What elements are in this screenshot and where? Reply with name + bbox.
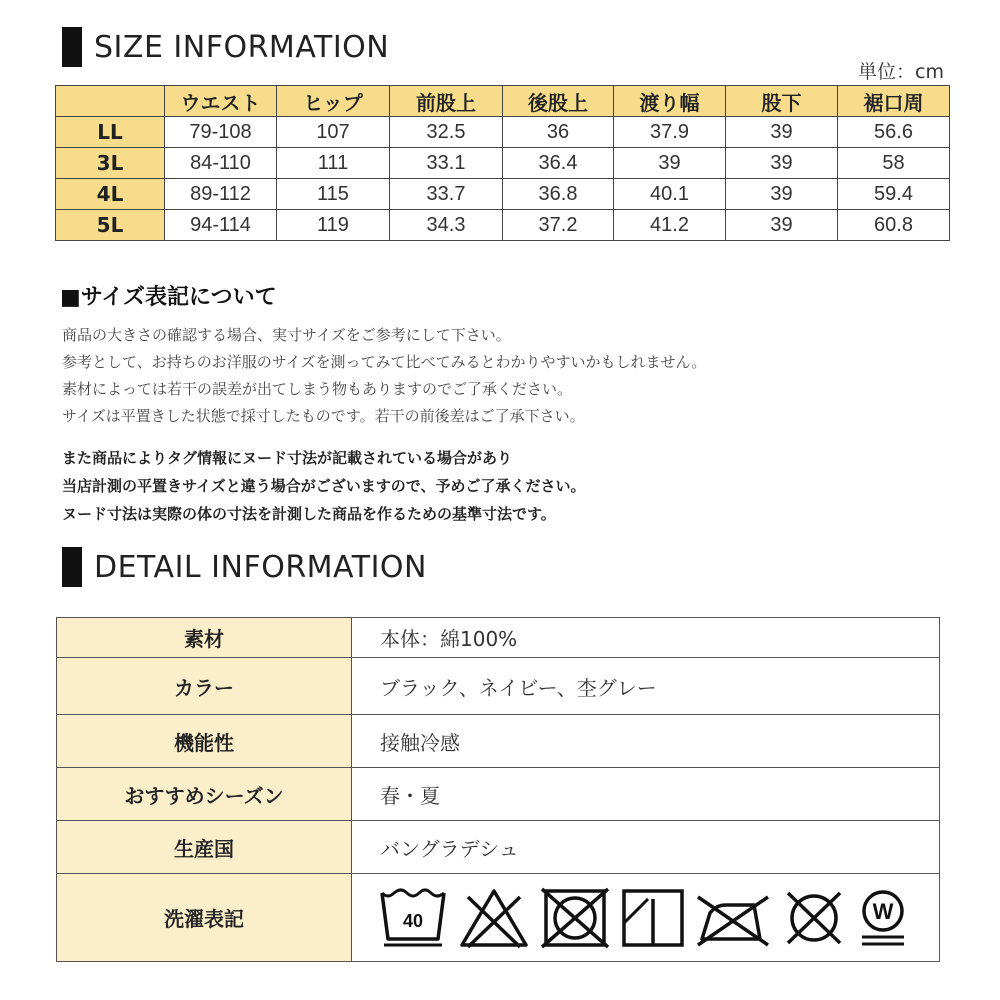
detail-label-function: 機能性 (57, 715, 352, 768)
table-cell: 36.8 (503, 179, 614, 210)
table-cell: 33.7 (390, 179, 503, 210)
wash-40-icon (378, 887, 448, 949)
nude-size-notice (62, 444, 586, 528)
detail-value-function: 接触冷感 (352, 715, 940, 768)
table-cell: 115 (277, 179, 390, 210)
table-cell: 94-114 (165, 210, 277, 241)
size-label: 4L (56, 179, 165, 210)
table-row (57, 715, 940, 768)
size-label: 5L (56, 210, 165, 241)
care-icons (378, 887, 939, 949)
note-line: サイズは平置きした状態で採寸したものです。若干の前後差はご了承下さい。 (62, 407, 585, 425)
size-label: LL (56, 117, 165, 148)
note-line: 素材によっては若干の誤差が出てしまう物もありますのでご了承ください。 (62, 380, 573, 398)
table-cell: 39 (726, 117, 838, 148)
table-cell: 39 (726, 179, 838, 210)
detail-label-material: 素材 (57, 618, 352, 658)
header-thigh-width: 渡り幅 (614, 86, 726, 117)
table-row (56, 148, 950, 179)
table-cell: 37.2 (503, 210, 614, 241)
table-cell: 39 (726, 210, 838, 241)
table-cell: 34.3 (390, 210, 503, 241)
detail-section-title (62, 547, 427, 587)
table-cell: 40.1 (614, 179, 726, 210)
header-back-rise: 後股上 (503, 86, 614, 117)
note-line: 商品の大きさの確認する場合、実寸サイズをご参考にして下さい。 (62, 326, 511, 344)
size-title-text: SIZE INFORMATION (94, 29, 390, 65)
header-inseam: 股下 (726, 86, 838, 117)
table-cell: 59.4 (838, 179, 950, 210)
wet-clean-icon (856, 887, 910, 949)
detail-label-care: 洗濯表記 (57, 874, 352, 962)
table-cell: 36.4 (503, 148, 614, 179)
table-cell: 56.6 (838, 117, 950, 148)
unit-label: 単位：cm (858, 61, 944, 83)
table-cell: 79-108 (165, 117, 277, 148)
line-dry-icon (620, 887, 686, 949)
detail-label-color: カラー (57, 658, 352, 715)
table-cell: 89-112 (165, 179, 277, 210)
header-corner (56, 86, 165, 117)
detail-value-season: 春・夏 (352, 768, 940, 821)
table-row (57, 768, 940, 821)
table-row (57, 874, 940, 962)
table-cell: 58 (838, 148, 950, 179)
size-notes-text (62, 322, 706, 430)
wet-clean-text: W (872, 898, 894, 924)
table-cell: 60.8 (838, 210, 950, 241)
table-row (56, 210, 950, 241)
detail-value-country: バングラデシュ (352, 821, 940, 874)
table-cell: 33.1 (390, 148, 503, 179)
wash-temp-text: 40 (402, 910, 424, 931)
title-bar-decoration (62, 547, 82, 587)
note-line: 参考として、お持ちのお洋服のサイズを測ってみて比べてみるとわかりやすいかもしれません。 (62, 353, 707, 371)
notice-line: 当店計測の平置きサイズと違う場合がございますので、予めご了承ください。 (62, 477, 586, 495)
header-hip: ヒップ (277, 86, 390, 117)
detail-table (56, 617, 940, 962)
table-row (57, 618, 940, 658)
no-iron-icon (696, 887, 772, 949)
table-cell: 32.5 (390, 117, 503, 148)
no-tumble-dry-icon (540, 887, 610, 949)
table-cell: 39 (726, 148, 838, 179)
size-label: 3L (56, 148, 165, 179)
title-bar-decoration (62, 27, 82, 67)
detail-label-season: おすすめシーズン (57, 768, 352, 821)
no-bleach-icon (458, 887, 530, 949)
table-cell: 36 (503, 117, 614, 148)
detail-title-text: DETAIL INFORMATION (94, 549, 427, 585)
table-row (57, 821, 940, 874)
detail-label-country: 生産国 (57, 821, 352, 874)
header-hem-circumference: 裾口周 (838, 86, 950, 117)
table-cell: 119 (277, 210, 390, 241)
table-cell: 111 (277, 148, 390, 179)
table-row (57, 658, 940, 715)
size-section-title (62, 27, 389, 67)
table-cell: 84-110 (165, 148, 277, 179)
size-table (55, 85, 950, 241)
header-waist: ウエスト (165, 86, 277, 117)
notice-line: また商品によりタグ情報にヌード寸法が記載されている場合があり (62, 449, 513, 467)
notice-line: ヌード寸法は実際の体の寸法を計測した商品を作るための基準寸法です。 (62, 505, 556, 523)
table-cell: 41.2 (614, 210, 726, 241)
table-row (56, 117, 950, 148)
table-cell: 107 (277, 117, 390, 148)
table-row (56, 179, 950, 210)
size-notes-heading: ■サイズ表記について (60, 285, 277, 310)
detail-value-color: ブラック、ネイビー、杢グレー (352, 658, 940, 715)
detail-value-care (352, 874, 940, 962)
table-cell: 39 (614, 148, 726, 179)
header-front-rise: 前股上 (390, 86, 503, 117)
size-table-header-row (56, 86, 950, 117)
table-cell: 37.9 (614, 117, 726, 148)
detail-value-material: 本体：綿100% (352, 618, 940, 658)
no-dry-clean-icon (782, 887, 846, 949)
